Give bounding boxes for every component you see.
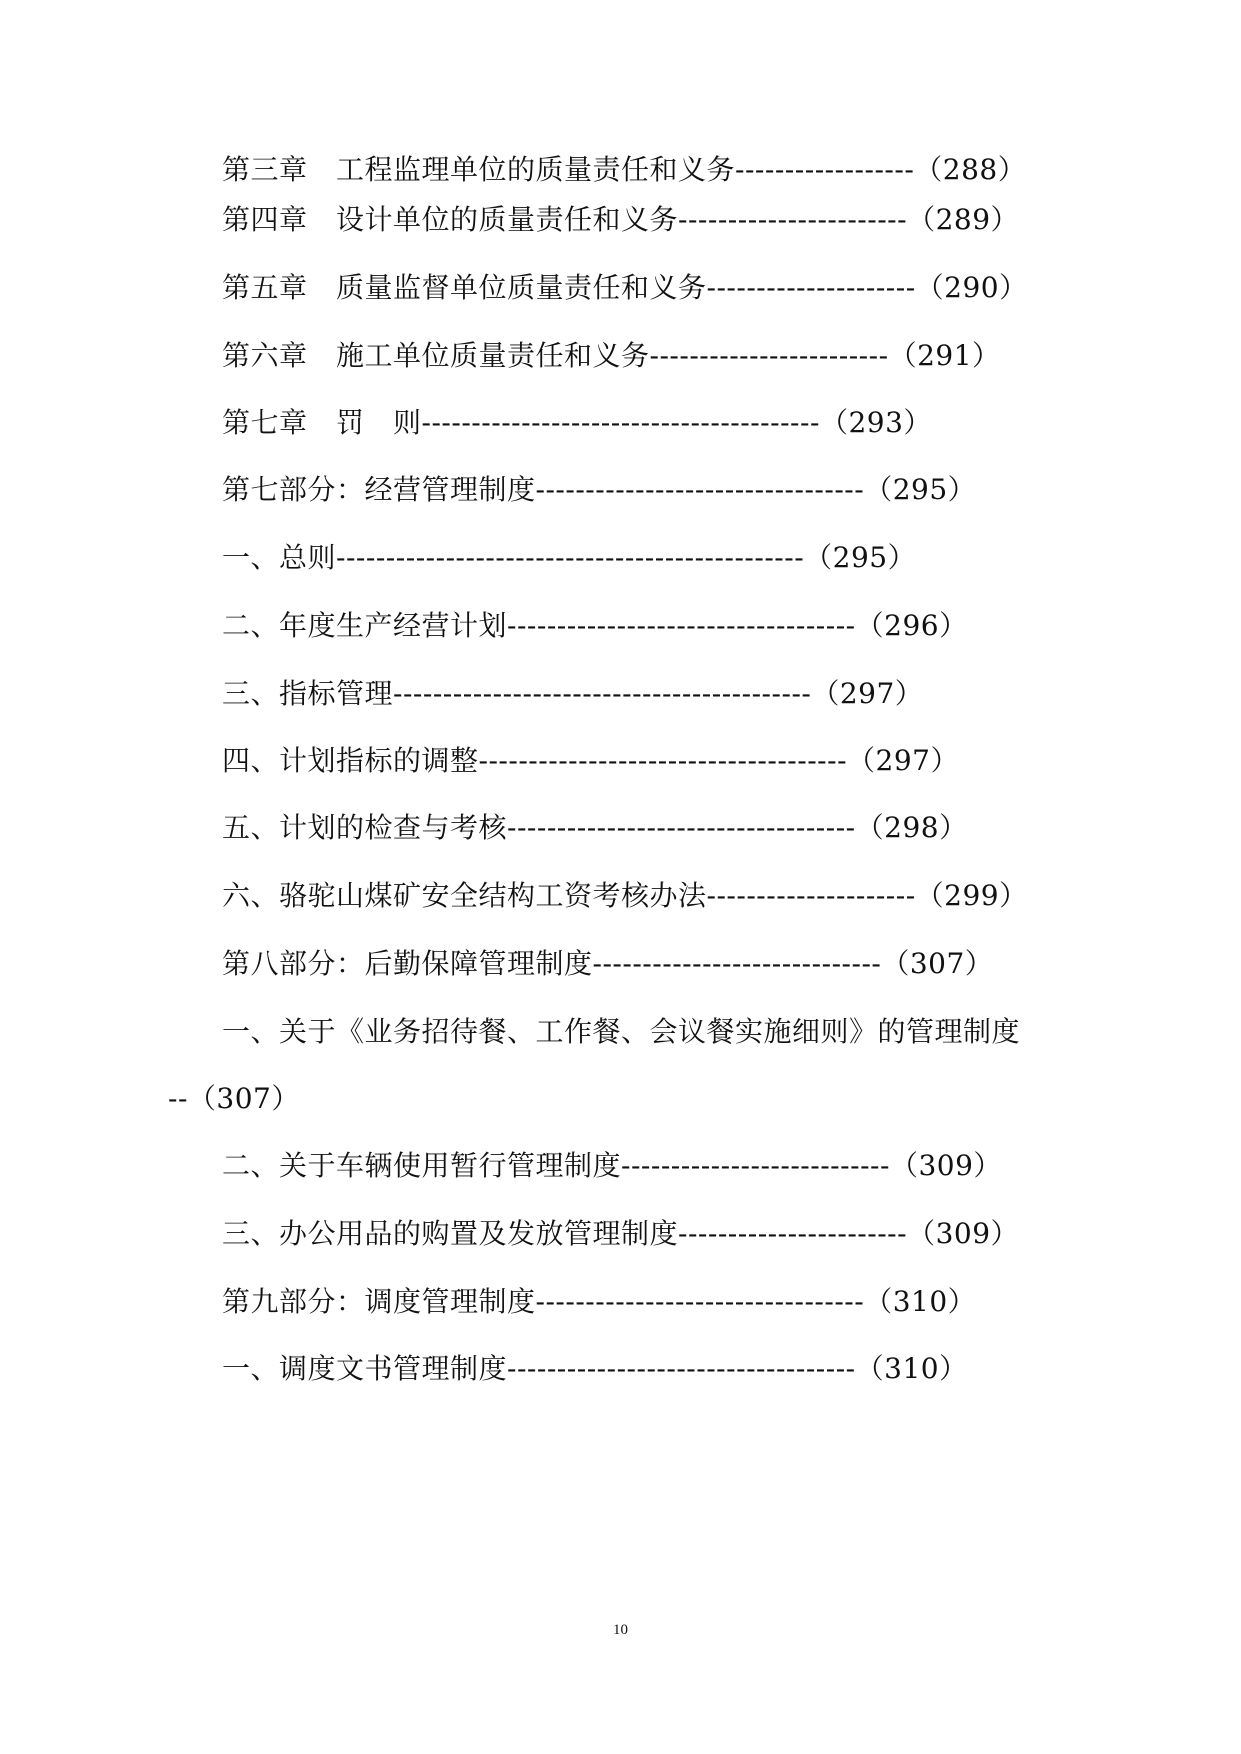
toc-entry: 五、计划的检查与考核-----------------------------------（298）	[222, 811, 968, 844]
toc-entry: 第八部分：后勤保障管理制度-----------------------------（307）	[222, 947, 994, 980]
toc-entry: 第五章 质量监督单位质量责任和义务---------------------（290）	[222, 271, 1028, 304]
toc-entry: 第四章 设计单位的质量责任和义务-----------------------（289）	[222, 203, 1020, 236]
toc-entry-continuation: --（307）	[168, 1082, 300, 1115]
toc-entry: 一、总则-----------------------------------------------（295）	[222, 541, 917, 574]
toc-entry: 六、骆驼山煤矿安全结构工资考核办法---------------------（299）	[222, 879, 1028, 912]
toc-entry: 二、关于车辆使用暂行管理制度---------------------------（309）	[222, 1149, 1002, 1182]
toc-entry: 四、计划指标的调整-------------------------------------（297）	[222, 744, 959, 777]
toc-entry: 一、关于《业务招待餐、工作餐、会议餐实施细则》的管理制度	[222, 1015, 1021, 1048]
toc-entry: 一、调度文书管理制度-----------------------------------（310）	[222, 1352, 968, 1385]
toc-entry: 第七章 罚 则----------------------------------------（293）	[222, 406, 932, 439]
toc-entry: 第九部分：调度管理制度---------------------------------（310）	[222, 1285, 977, 1318]
toc-entry: 二、年度生产经营计划-----------------------------------（296）	[222, 609, 968, 642]
toc-entry: 三、指标管理------------------------------------------（297）	[222, 677, 924, 710]
toc-entry: 第六章 施工单位质量责任和义务------------------------（291）	[222, 339, 1001, 372]
toc-entry: 第三章 工程监理单位的质量责任和义务------------------（288）	[222, 153, 1027, 186]
page-number: 10	[613, 1622, 628, 1638]
toc-entry: 三、办公用品的购置及发放管理制度-----------------------（309）	[222, 1217, 1020, 1250]
toc-entry: 第七部分：经营管理制度---------------------------------（295）	[222, 473, 977, 506]
